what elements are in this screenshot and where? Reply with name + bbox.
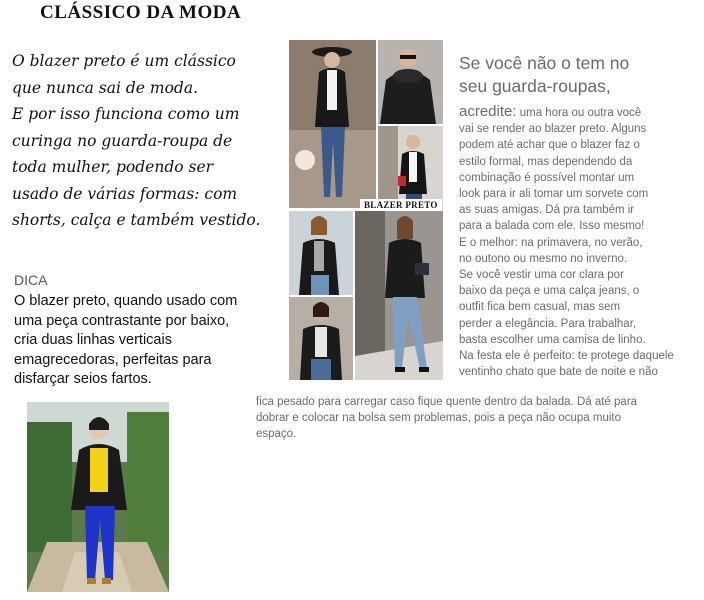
right-line: Se você vestir uma cor clara por xyxy=(459,269,624,282)
tip-line: O blazer preto, quando usado com xyxy=(14,293,238,309)
right-line: as suas amigas. Dá pra também ir xyxy=(459,204,635,217)
lead-word: acredite: xyxy=(459,103,517,120)
right-heading xyxy=(459,52,629,98)
right-line: para a balada com ele. Isso mesmo! xyxy=(459,220,645,233)
right-heading-line: Se você não o tem no xyxy=(459,53,630,73)
intro-paragraph xyxy=(12,48,282,234)
collage-photo-5 xyxy=(289,297,353,380)
right-line: outfit fica bem casual, mas sem xyxy=(459,301,621,314)
right-line: Na festa ele é perfeito: te protege daquele xyxy=(459,350,674,363)
collage-photo-1 xyxy=(289,40,376,208)
intro-line: usado de várias formas: com xyxy=(12,184,238,203)
right-line: no outono ou mesmo no inverno. xyxy=(459,252,628,265)
intro-line: que nunca sai de moda. xyxy=(12,78,199,97)
bottom-line: dobrar e colocar na bolsa sem problemas, pois a peça não ocupa muito xyxy=(256,412,622,425)
right-line: basta escolher uma camisa de linho. xyxy=(459,333,646,346)
collage-photo-3 xyxy=(378,126,443,210)
model-yellow-top-photo xyxy=(27,402,169,592)
right-line: podem até achar que o blazer faz o xyxy=(459,139,640,152)
right-line: baixo da peça e uma calça jeans, o xyxy=(459,285,640,298)
right-heading-line: seu guarda-roupas, xyxy=(459,76,611,96)
tip-line: disfarçar seios fartos. xyxy=(14,371,152,387)
tip-line: emagrecedoras, perfeitas para xyxy=(14,351,212,368)
intro-line: shorts, calça e também vestido. xyxy=(12,211,261,229)
collage-photo-6 xyxy=(355,211,443,380)
right-lead-line xyxy=(459,104,704,121)
tip-line: cria duas linhas verticais xyxy=(14,332,172,348)
bottom-paragraph xyxy=(256,394,701,443)
collage-photo-2 xyxy=(378,40,443,124)
intro-line: E por isso funciona como um xyxy=(12,105,240,123)
intro-line: toda mulher, podendo ser xyxy=(12,158,214,176)
collage-label: BLAZER PRETO xyxy=(360,199,442,211)
right-line: perder a elegância. Para trabalhar, xyxy=(459,317,637,330)
right-line: combinação é possível montar um xyxy=(459,171,635,184)
intro-line: curinga no guarda-roupa de xyxy=(12,131,233,150)
right-line: E o melhor: na primavera, no verão, xyxy=(459,236,643,249)
page-title: CLÁSSICO DA MODA xyxy=(40,2,242,23)
right-line: ventinho chato que bate de noite e não xyxy=(459,366,658,379)
lead-rest: uma hora ou outra você xyxy=(516,107,642,119)
bottom-line: fica pesado para carregar caso fique quente dentro da balada. Dá até para xyxy=(256,396,638,408)
right-line: vai se render ao blazer preto. Alguns xyxy=(459,123,647,136)
right-line: estilo formal, mas dependendo da xyxy=(459,155,633,168)
tip-label: DICA xyxy=(14,272,48,288)
bottom-line: espaço. xyxy=(256,428,297,441)
collage-photo-4 xyxy=(289,211,353,295)
intro-line: O blazer preto é um clássico xyxy=(12,52,236,70)
right-paragraph xyxy=(459,104,704,380)
tip-paragraph xyxy=(14,292,274,390)
tip-line: uma peça contrastante por baixo, xyxy=(14,312,230,329)
right-line: look para ir ali tomar um sorvete com xyxy=(459,188,649,201)
